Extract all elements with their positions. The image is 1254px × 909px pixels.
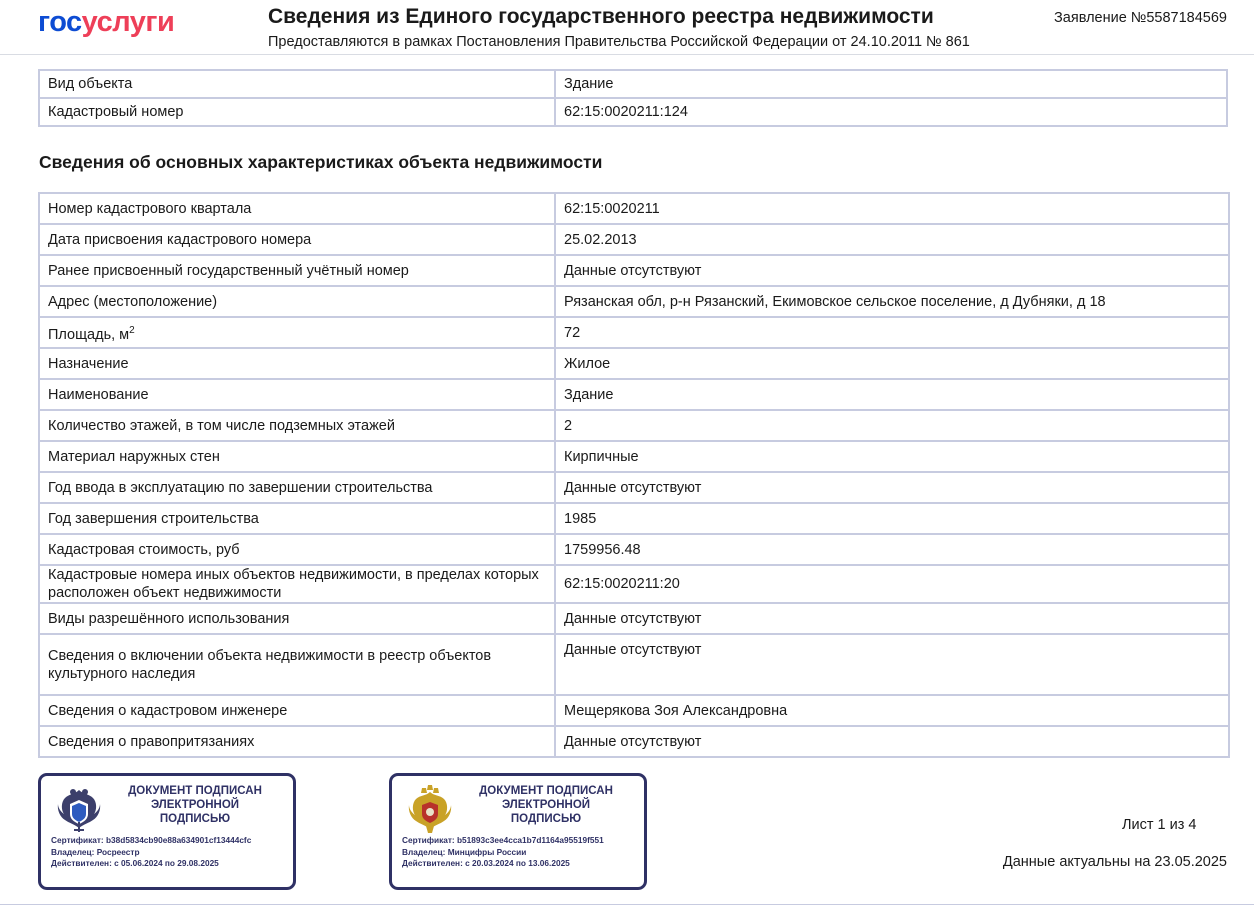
table-row [39,565,1229,603]
stamp-owner: Владелец: Росреестр [51,847,140,857]
row-value: 2 [555,410,1229,441]
row-label [39,317,555,348]
table-row [39,286,1229,317]
row-value: 72 [555,317,1229,348]
stamp-title-line: ПОДПИСЬЮ [159,813,231,825]
table-row [39,534,1229,565]
row-value: Здание [555,379,1229,410]
object-table [38,69,1228,127]
gosuslugi-logo[interactable] [38,6,174,39]
row-label: Кадастровые номера иных объектов недвижимости, в пределах которых расположен объект недвижимости [39,565,555,603]
stamp-title [107,784,283,826]
table-row [39,695,1229,726]
row-label: Адрес (местоположение) [39,286,555,317]
application-number: Заявление №5587184569 [1054,10,1227,26]
row-value: Мещерякова Зоя Александровна [555,695,1229,726]
row-label: Материал наружных стен [39,441,555,472]
row-label: Год завершения строительства [39,503,555,534]
table-row [39,348,1229,379]
row-label: Номер кадастрового квартала [39,193,555,224]
signature-stamp-rosreestr [38,773,296,890]
logo-part-uslugi: услуги [81,6,175,38]
row-label: Назначение [39,348,555,379]
stamp-title-line: ЭЛЕКТРОННОЙ [150,799,240,811]
stamp-owner: Владелец: Минцифры России [402,847,527,857]
table-row [39,441,1229,472]
row-value: Рязанская обл, р-н Рязанский, Екимовское сельское поселение, д Дубняки, д 18 [555,286,1229,317]
row-value: 62:15:0020211 [555,193,1229,224]
row-value: 25.02.2013 [555,224,1229,255]
document-title: Сведения из Единого государственного реестра недвижимости [268,5,934,28]
row-value: 62:15:0020211:20 [555,565,1229,603]
row-label: Дата присвоения кадастрового номера [39,224,555,255]
row-label: Ранее присвоенный государственный учётный номер [39,255,555,286]
row-value: Данные отсутствуют [555,472,1229,503]
row-label: Наименование [39,379,555,410]
stamp-certificate: Сертификат: b51893c3ee4cca1b7d1164a95519f551 [402,835,604,845]
rosreestr-eagle-icon [55,784,103,836]
table-row [39,634,1229,695]
stamp-certificate: Сертификат: b38d5834cb90e88a634901cf13444cfc [51,835,252,845]
section-heading: Сведения об основных характеристиках объекта недвижимости [39,152,603,172]
table-row [39,726,1229,757]
row-label: Количество этажей, в том числе подземных этажей [39,410,555,441]
object-type-value: Здание [555,70,1227,98]
table-row [39,410,1229,441]
row-value: Кирпичные [555,441,1229,472]
stamp-title-line: ПОДПИСЬЮ [510,813,582,825]
header-divider [0,54,1254,55]
row-value: Данные отсутствуют [555,603,1229,634]
table-row [39,472,1229,503]
page-header [0,0,1254,58]
area-unit-superscript: 2 [129,324,135,336]
table-row [39,224,1229,255]
table-row [39,379,1229,410]
row-value: Данные отсутствуют [555,255,1229,286]
row-label: Виды разрешённого использования [39,603,555,634]
table-row [39,503,1229,534]
table-row [39,70,1227,98]
stamp-title-line: ЭЛЕКТРОННОЙ [501,799,591,811]
signature-stamp-mintsifry [389,773,647,890]
row-label: Сведения о правопритязаниях [39,726,555,757]
row-label: Год ввода в эксплуатацию по завершении строительства [39,472,555,503]
data-actual-date: Данные актуальны на 23.05.2025 [1002,854,1227,870]
sheet-counter: Лист 1 из 4 [1122,817,1197,833]
cadastral-number-label: Кадастровый номер [39,98,555,126]
table-row [39,603,1229,634]
table-row [39,98,1227,126]
row-value: Жилое [555,348,1229,379]
table-row [39,255,1229,286]
cadastral-number-value: 62:15:0020211:124 [555,98,1227,126]
russian-coat-of-arms-icon [406,784,454,836]
row-label: Сведения о кадастровом инженере [39,695,555,726]
logo-part-gos: гос [38,6,82,38]
row-label: Сведения о включении объекта недвижимости в реестр объектов культурного наследия [39,634,555,695]
characteristics-table [38,192,1230,758]
footer-divider [0,904,1254,905]
row-value: 1759956.48 [555,534,1229,565]
area-label-text: Площадь, м [48,326,130,343]
document-subtitle: Предоставляются в рамках Постановления Правительства Российской Федерации от 24.10.2011 № 861 [268,34,970,50]
stamp-title [458,784,634,826]
stamp-validity: Действителен: с 05.06.2024 по 29.08.2025 [51,858,219,868]
row-value: 1985 [555,503,1229,534]
table-row [39,317,1229,348]
object-type-label: Вид объекта [39,70,555,98]
row-value: Данные отсутствуют [555,726,1229,757]
stamp-validity: Действителен: с 20.03.2024 по 13.06.2025 [402,858,570,868]
table-row [39,193,1229,224]
row-label: Кадастровая стоимость, руб [39,534,555,565]
stamp-title-line: ДОКУМЕНТ ПОДПИСАН [479,785,613,797]
row-value: Данные отсутствуют [555,634,1229,695]
stamp-title-line: ДОКУМЕНТ ПОДПИСАН [128,785,262,797]
